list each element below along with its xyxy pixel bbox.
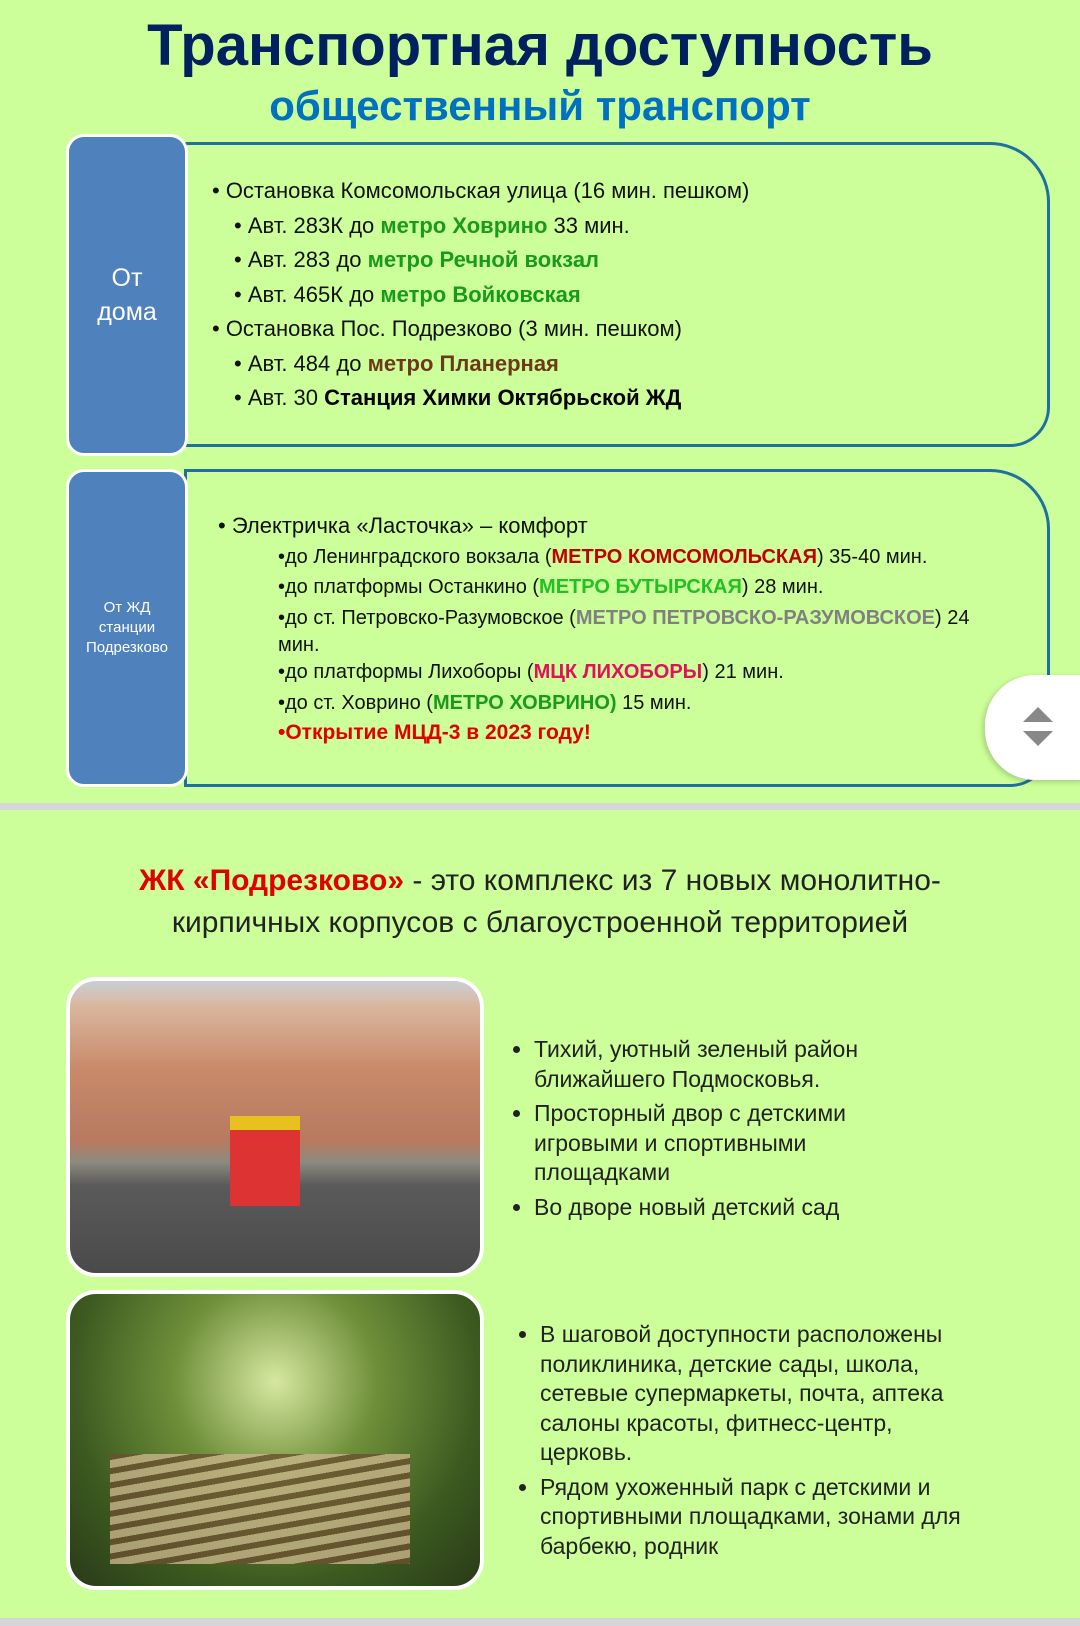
courtyard-photo	[66, 977, 484, 1277]
playground-figure	[230, 1116, 300, 1206]
arrow-down-icon[interactable]	[1023, 731, 1053, 746]
rail-item-cont: мин.	[278, 634, 320, 656]
slide-title: Транспортная доступность	[147, 13, 933, 78]
from-home-label	[66, 134, 188, 456]
route-item: • Авт. 283 до метро Речной вокзал	[234, 247, 600, 272]
from-rail-label	[66, 469, 188, 787]
label-line: От	[111, 264, 143, 292]
label-line: дома	[97, 298, 157, 326]
park-stairs	[110, 1454, 410, 1564]
rail-item: •до платформы Останкино (МЕТРО БУТЫРСКАЯ) 28 мин.	[278, 576, 824, 598]
slide-complex	[0, 810, 1080, 1618]
route-item: • Авт. 283К до метро Ховрино 33 мин.	[234, 212, 630, 238]
arrow-up-icon[interactable]	[1023, 707, 1053, 722]
mcd-announcement: •Открытие МЦД-3 в 2023 году!	[278, 721, 591, 744]
bullet-item: • Просторный двор с детскими игровыми и спортивными площадками	[534, 1099, 892, 1188]
route-item: • Авт. 30 Станция Химки Октябрьской ЖД	[234, 385, 682, 410]
page-scroll-button[interactable]	[985, 675, 1080, 780]
label-line: станции	[98, 619, 156, 636]
bullet-item: • Рядом ухоженный парк с детскими и спортивными площадками, зонами для барбекю, родник	[540, 1473, 978, 1562]
complex-heading: ЖК «Подрезково» - это комплекс из 7 новых монолитно- кирпичных корпусов с благоустроенной территорией	[139, 864, 941, 939]
slide-transport	[0, 0, 1080, 803]
rail-item: •до платформы Лихоборы (МЦК ЛИХОБОРЫ) 21 мин.	[278, 661, 784, 683]
park-photo	[66, 1290, 484, 1590]
stop-item: • Остановка Пос. Подрезково (3 мин. пешком)	[212, 316, 682, 341]
label-line: От ЖД	[103, 599, 151, 616]
bullet-item: • Тихий, уютный зеленый район ближайшего Подмосковья.	[534, 1035, 892, 1094]
home-routes-list	[212, 174, 749, 416]
bullet-item: • Во дворе новый детский сад	[534, 1193, 892, 1223]
bullet-item: • В шаговой доступности расположены поликлиника, детские сады, школа, сетевые супермаркеты, почта, аптека салоны красоты, фитнесс-центр, церковь.	[540, 1320, 978, 1468]
label-line: Подрезково	[86, 639, 168, 656]
rail-item: •до Ленинградского вокзала (МЕТРО КОМСОМОЛЬСКАЯ) 35-40 мин.	[278, 545, 928, 568]
train-item: • Электричка «Ласточка» – комфорт	[218, 513, 588, 538]
slide-subtitle: общественный транспорт	[269, 82, 811, 129]
rail-item: •до ст. Ховрино (МЕТРО ХОВРИНО) 15 мин.	[278, 691, 692, 714]
route-item: • Авт. 465К до метро Войковская	[234, 281, 581, 307]
courtyard-bullets	[512, 1035, 892, 1227]
rail-item: •до ст. Петровско-Разумовское (МЕТРО ПЕТРОВСКО-РАЗУМОВСКОЕ) 24	[278, 606, 970, 629]
park-bullets	[518, 1320, 978, 1566]
rail-routes-list	[218, 511, 969, 749]
stop-item: • Остановка Комсомольская улица (16 мин. пешком)	[212, 178, 750, 203]
route-item: • Авт. 484 до метро Планерная	[234, 350, 559, 376]
